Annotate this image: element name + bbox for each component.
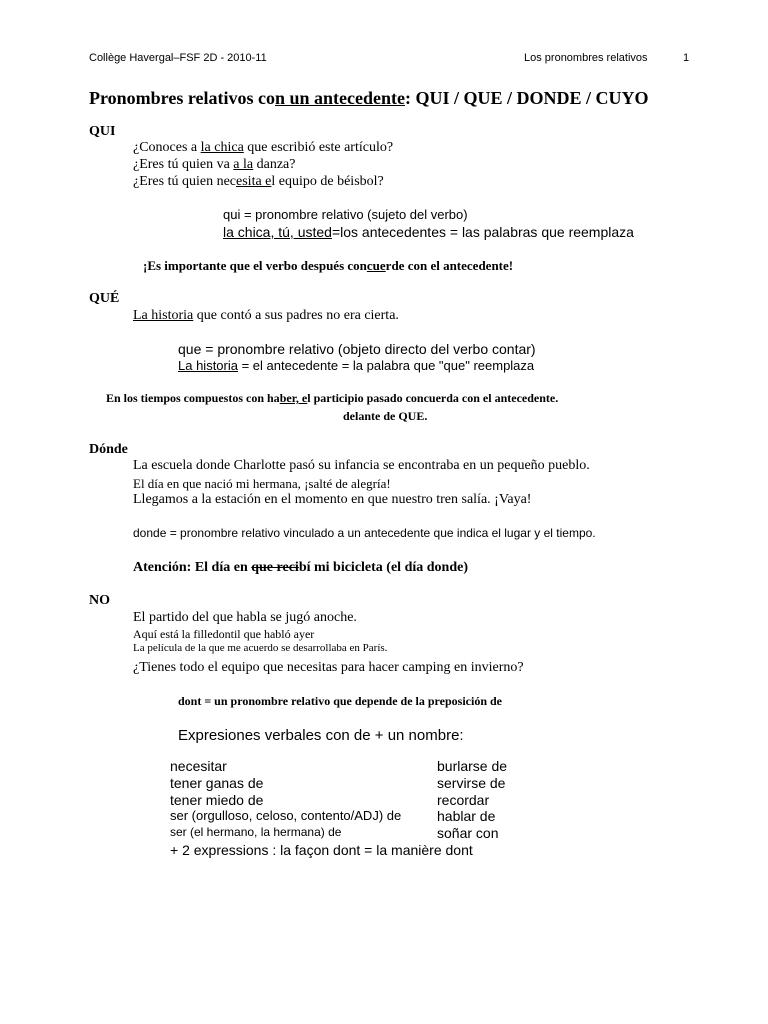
expresion-left-4: ser (orgulloso, celoso, contento/ADJ) de [170, 808, 402, 823]
expresion-right-2: servirse de [437, 775, 506, 791]
section-heading-qui: QUI [89, 124, 116, 139]
section-heading-donde: Dónde [89, 442, 128, 457]
text: l equipo de béisbol? [271, 174, 384, 189]
header-topic: Los pronombres relativos [524, 52, 648, 64]
text: Atención: El día en [133, 560, 252, 575]
title-part-1: Pronombres relativos co [89, 88, 275, 108]
expresion-left-3: tener miedo de [170, 792, 264, 808]
text: ¡Es importante que el verbo después con [143, 258, 367, 273]
text: ¿Eres tú quien nec [133, 174, 237, 189]
text: que escribió este artículo? [243, 140, 394, 155]
que-note-line-2: delante de QUE. [343, 409, 428, 423]
text: ¿Eres tú quien va [133, 157, 234, 172]
donde-definition: donde = pronombre relativo vinculado a un antecedente que indica el lugar y el tiempo. [133, 526, 596, 540]
expresion-left-1: necesitar [170, 758, 227, 774]
text: que contó a sus padres no era cierta. [193, 308, 399, 323]
no-example-3: La película de la que me acuerdo se desarrollaba en París. [133, 642, 388, 654]
antecedent: La historia [133, 308, 194, 323]
underlined-text: ber, e [279, 391, 308, 405]
qui-example-2 [133, 157, 295, 173]
title-underlined: n un antecedente [274, 88, 405, 108]
page-number: 1 [683, 52, 690, 64]
expresiones-heading: Expresiones verbales con de + un nombre: [178, 727, 464, 744]
donde-atencion [133, 560, 468, 576]
title-part-2: : QUI / QUE / DONDE / CUYO [404, 88, 649, 108]
expresion-right-5: soñar con [437, 825, 499, 841]
underlined-text: esita e [236, 174, 272, 189]
donde-example-2: El día en que nació mi hermana, ¡salté de alegría! [133, 476, 391, 491]
donde-example-1: La escuela donde Charlotte pasó su infancia se encontraba en un pequeño pueblo. [133, 458, 590, 473]
text: En los tiempos compuestos con ha [106, 391, 280, 405]
underlined-text: cue [366, 258, 386, 273]
text: ¿Conoces a [133, 140, 201, 155]
que-note-line-1 [106, 391, 558, 406]
antecedent: la chica [200, 140, 244, 155]
antecedent: a la [233, 157, 254, 172]
text: danza? [253, 157, 296, 172]
no-example-2: Aquí está la filledontil que habló ayer [133, 627, 315, 641]
qui-antecedents [223, 224, 634, 240]
que-definition: que = pronombre relativo (objeto directo del verbo contar) [178, 341, 536, 357]
expresion-right-1: burlarse de [437, 758, 508, 774]
qui-definition: qui = pronombre relativo (sujeto del verbo) [223, 207, 468, 222]
text: rde con el antecedente! [385, 258, 514, 273]
page-title [89, 88, 649, 109]
antecedents: la chica, tú, usted [223, 224, 332, 240]
antecedent: La historia [178, 358, 238, 373]
expresion-left-5: ser (el hermano, la hermana) de [170, 825, 342, 839]
expresion-right-4: hablar de [437, 808, 496, 824]
qui-example-3 [133, 174, 384, 190]
struck-text: que reci [251, 560, 299, 575]
expresiones-footer: + 2 expressions : la façon dont = la manière dont [170, 842, 473, 858]
text: l participio pasado concuerda con el antecedente. [307, 391, 559, 405]
que-antecedent [178, 358, 534, 373]
no-definition: dont = un pronombre relativo que depende de la preposición de [178, 694, 502, 708]
text: = el antecedente = la palabra que "que" reemplaza [237, 358, 535, 373]
no-example-4: ¿Tienes todo el equipo que necesitas para hacer camping en invierno? [133, 660, 524, 675]
text: =los antecedentes = las palabras que reemplaza [331, 224, 634, 240]
que-example-1 [133, 308, 399, 324]
header-course: Collège Havergal–FSF 2D - 2010-11 [89, 52, 267, 64]
expresion-left-2: tener ganas de [170, 775, 264, 791]
donde-example-3: Llegamos a la estación en el momento en que nuestro tren salía. ¡Vaya! [133, 492, 532, 507]
no-example-1: El partido del que habla se jugó anoche. [133, 610, 357, 625]
qui-example-1 [133, 140, 393, 156]
text: bí mi bicicleta (el día donde) [298, 560, 468, 575]
expresion-right-3: recordar [437, 792, 490, 808]
qui-important-note [143, 258, 513, 274]
section-heading-no: NO [89, 593, 110, 608]
section-heading-que: QUÉ [89, 291, 120, 306]
